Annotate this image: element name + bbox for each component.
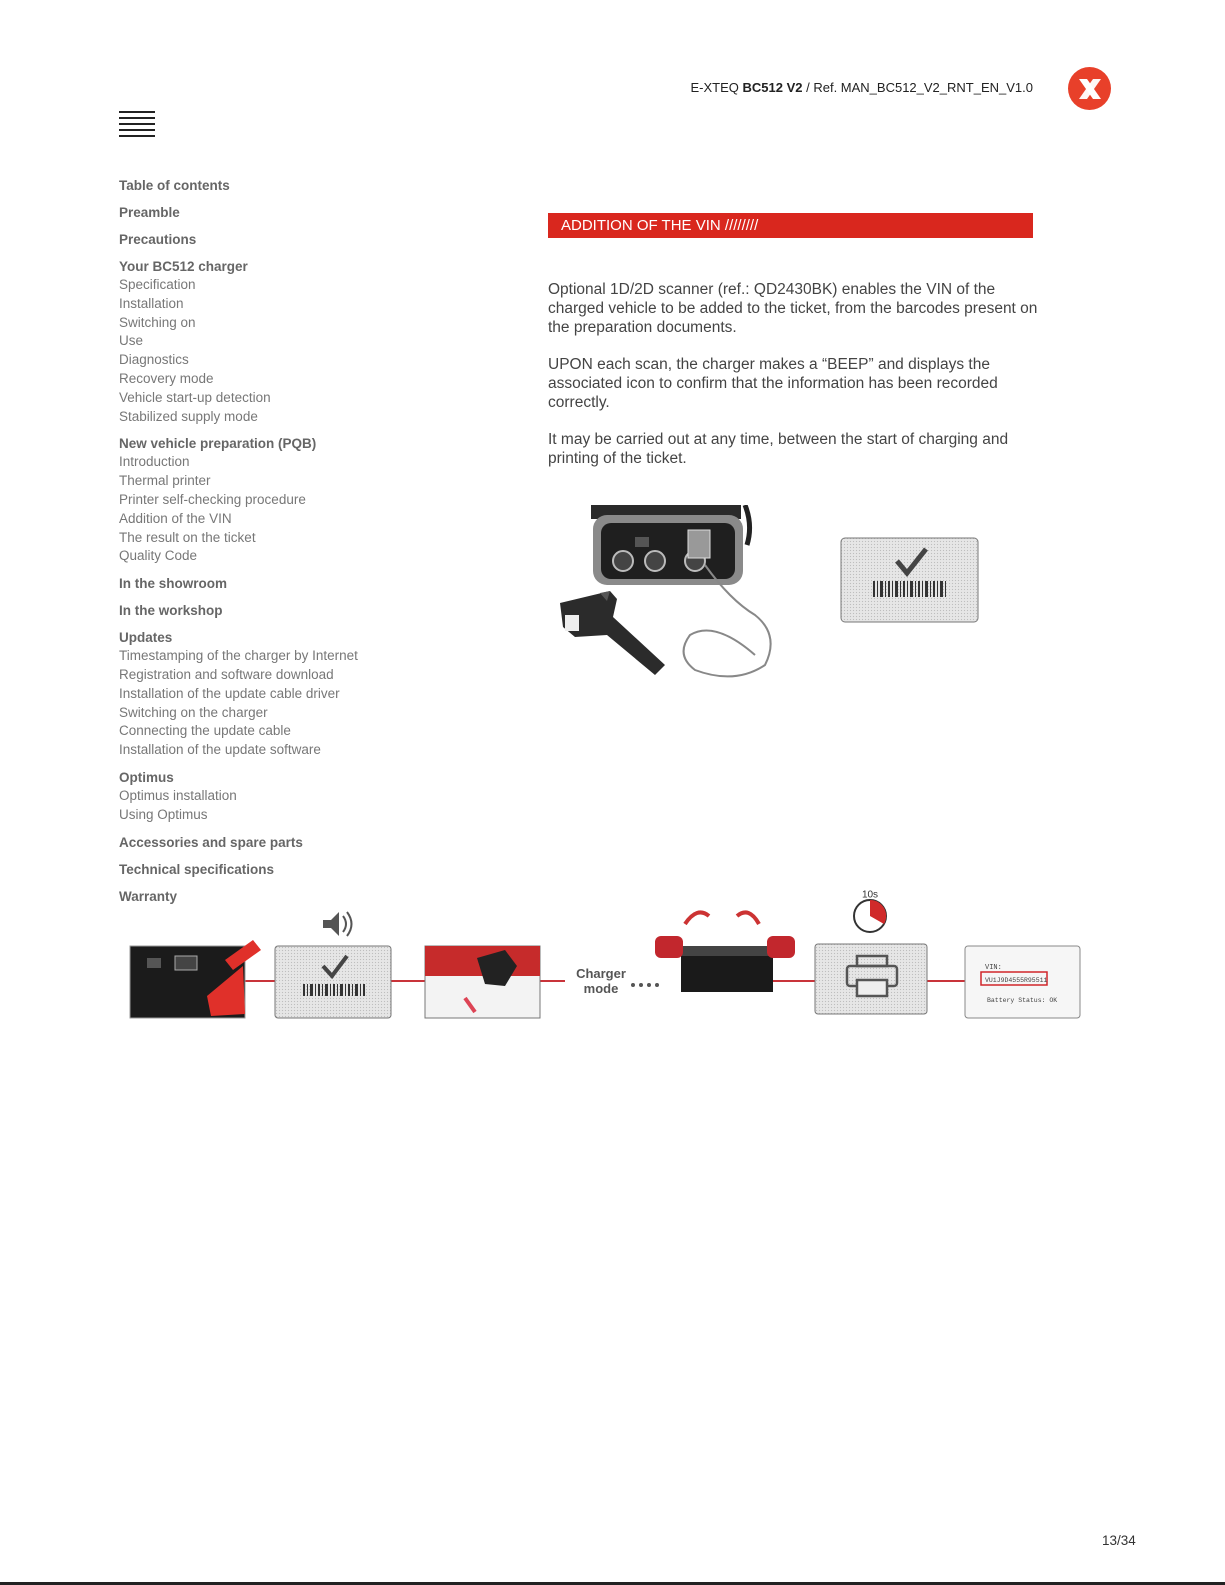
toc-subsection-link[interactable]: The result on the ticket — [119, 529, 256, 545]
toc-subsection-link[interactable]: Switching on — [119, 314, 196, 330]
toc-subsection-link[interactable]: Vehicle start-up detection — [119, 389, 271, 405]
toc-section-link[interactable]: Warranty — [119, 888, 178, 904]
charger-mode-label: Charger — [576, 966, 626, 981]
model-name: BC512 V2 — [742, 80, 803, 95]
toc-section-link[interactable]: Optimus — [119, 769, 174, 785]
ticket-vin-label: VIN: — [985, 964, 1002, 972]
toc-section-link[interactable]: Your BC512 charger — [119, 259, 248, 274]
scan-confirmed-card — [840, 537, 979, 623]
menu-icon[interactable] — [119, 111, 155, 137]
toc-section-link[interactable]: Table of contents — [119, 178, 230, 193]
toc-subsection-link[interactable]: Installation — [119, 295, 184, 311]
toc-subsection-link[interactable]: Thermal printer — [119, 473, 211, 489]
document-reference — [690, 80, 1033, 95]
toc-section-link[interactable]: Accessories and spare parts — [119, 834, 303, 850]
toc-subsection-link[interactable]: Installation of the update cable driver — [119, 685, 340, 701]
table-of-contents — [119, 176, 449, 906]
toc-subsection-link[interactable]: Diagnostics — [119, 352, 189, 368]
paragraph: It may be carried out at any time, between the start of charging and printing of the ticket. — [548, 431, 1009, 467]
toc-section-link[interactable]: In the workshop — [119, 603, 223, 619]
toc-subsection-link[interactable]: Introduction — [119, 454, 190, 470]
paragraph: UPON each scan, the charger makes a “BEEP” and displays the associated icon to confirm that the information has been recorded correctly. — [548, 356, 998, 411]
toc-section-link[interactable]: Updates — [119, 630, 173, 646]
toc-subsection-link[interactable]: Timestamping of the charger by Internet — [119, 648, 358, 664]
brand-name: E-XTEQ — [690, 80, 739, 95]
brand-logo — [1068, 67, 1111, 110]
x-logo-icon — [1076, 77, 1104, 101]
toc-subsection-link[interactable]: Optimus installation — [119, 787, 237, 803]
stopwatch-icon — [854, 900, 886, 932]
toc-section-link[interactable]: Preamble — [119, 205, 180, 220]
beep-confirm-step — [275, 912, 391, 1018]
vin-scan-process-flow — [125, 886, 1100, 1046]
section-title: ADDITION OF THE VIN //////// — [548, 213, 1033, 238]
toc-subsection-link[interactable]: Use — [119, 333, 144, 349]
ellipsis-dots — [631, 983, 659, 987]
reference-code: / Ref. MAN_BC512_V2_RNT_EN_V1.0 — [806, 80, 1033, 95]
toc-subsection-link[interactable]: Connecting the update cable — [119, 723, 291, 739]
toc-section-link[interactable]: Technical specifications — [119, 861, 275, 877]
scanning-step — [425, 946, 540, 1018]
toc-subsection-link[interactable]: Printer self-checking procedure — [119, 491, 306, 507]
toc-subsection-link[interactable]: Stabilized supply mode — [119, 408, 258, 424]
ticket-vin-value: VU1J9D4555R95511 — [985, 977, 1048, 984]
page-number: 13/34 — [1102, 1533, 1136, 1548]
charger-port-step — [130, 940, 261, 1018]
toc-section-link[interactable]: New vehicle preparation (PQB) — [119, 436, 317, 452]
toc-section-link[interactable]: Precautions — [119, 232, 197, 247]
toc-subsection-link[interactable]: Quality Code — [119, 548, 198, 564]
charger-mode-label: mode — [583, 981, 619, 996]
ticket-step — [965, 946, 1080, 1018]
section-body — [548, 280, 1038, 486]
ticket-battery-status: Battery Status: OK — [987, 997, 1058, 1004]
timer-label: 10s — [861, 889, 879, 901]
toc-subsection-link[interactable]: Switching on the charger — [119, 704, 268, 720]
toc-subsection-link[interactable]: Specification — [119, 277, 196, 292]
toc-subsection-link[interactable]: Registration and software download — [119, 666, 334, 682]
scanner-charger-illustration — [555, 505, 790, 685]
toc-subsection-link[interactable]: Recovery mode — [119, 370, 214, 386]
toc-subsection-link[interactable]: Installation of the update software — [119, 742, 321, 758]
toc-subsection-link[interactable]: Using Optimus — [119, 806, 208, 822]
paragraph: Optional 1D/2D scanner (ref.: QD2430BK) enables the VIN of the charged vehicle to be added to the ticket, from the barcodes present on the preparation documents. — [548, 281, 1038, 336]
toc-section-link[interactable]: In the showroom — [119, 576, 227, 592]
print-step — [815, 889, 927, 1014]
toc-subsection-link[interactable]: Addition of the VIN — [119, 510, 232, 526]
speaker-icon — [323, 912, 352, 936]
